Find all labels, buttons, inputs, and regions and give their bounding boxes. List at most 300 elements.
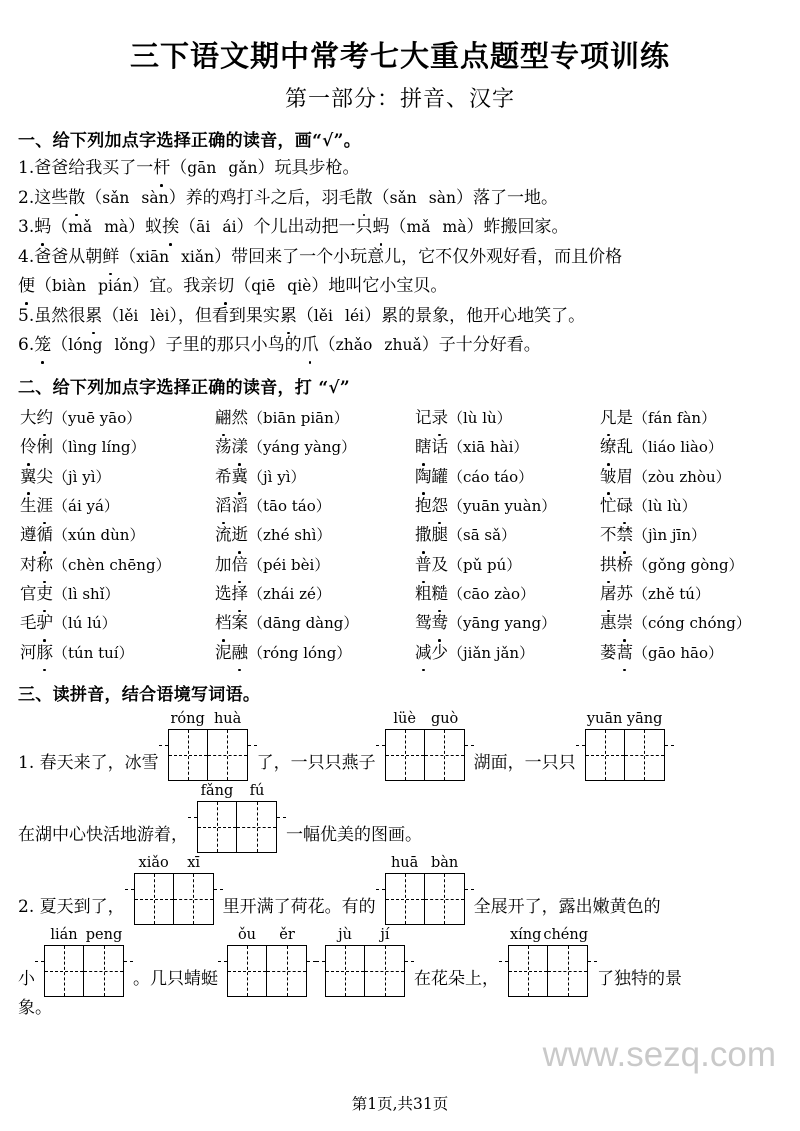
pinyin-hint-row xyxy=(227,927,307,945)
pinyin-hint: ěr xyxy=(279,927,295,944)
writing-line-tail xyxy=(35,961,44,962)
pinyin-hint: fǎng xyxy=(200,783,234,800)
sentence-text: （ xyxy=(51,217,69,238)
pinyin-options: （gāo hāo） xyxy=(633,643,723,662)
word-prefix: 记 xyxy=(415,407,432,427)
tianzige-box[interactable] xyxy=(385,873,465,925)
pinyin-answer-box-group[interactable] xyxy=(385,855,465,925)
dotted-character: 蚂 xyxy=(373,214,390,242)
tianzige-cell[interactable] xyxy=(169,730,208,780)
question-number: 1. xyxy=(18,158,35,179)
tianzige-box[interactable] xyxy=(585,729,665,781)
tianzige-cell[interactable] xyxy=(45,946,84,996)
pinyin-options: （jiǎn jǎn） xyxy=(448,643,535,662)
sentence-text: 了独特的景 xyxy=(597,968,682,989)
dotted-character: 减 xyxy=(415,638,432,667)
pinyin-option: biàn xyxy=(52,277,87,296)
word-prefix: 毛 xyxy=(20,613,37,633)
tianzige-box[interactable] xyxy=(227,945,307,997)
writing-line-tail xyxy=(576,745,585,746)
pinyin-option: sǎn xyxy=(389,188,417,207)
dotted-character: 吏 xyxy=(37,579,54,608)
word-choice-item xyxy=(215,608,415,637)
dotted-character: 凡 xyxy=(600,403,617,432)
writing-line-tail xyxy=(214,889,223,890)
section-1-heading: 一、给下列加点字选择正确的读音，画“√”。 xyxy=(18,131,362,152)
tianzige-cell[interactable] xyxy=(509,946,548,996)
writing-line-tail xyxy=(665,745,674,746)
word-suffix: 眉 xyxy=(616,466,633,486)
word-suffix: 俐 xyxy=(36,437,53,457)
writing-line-tail xyxy=(376,745,385,746)
tianzige-cell[interactable] xyxy=(174,874,213,924)
dotted-character: 糙 xyxy=(432,579,449,608)
tianzige-box[interactable] xyxy=(508,945,588,997)
pinyin-answer-box-group[interactable] xyxy=(134,855,214,925)
word-choice-item xyxy=(20,579,215,608)
word-choice-item xyxy=(415,579,600,608)
dotted-character: 陶 xyxy=(415,462,432,491)
dotted-character: 循 xyxy=(37,520,54,549)
dotted-character: 碌 xyxy=(617,491,634,520)
dotted-character: 崇 xyxy=(617,608,634,637)
dotted-character: 累 xyxy=(280,303,297,331)
dotted-character: 禁 xyxy=(617,520,634,549)
word-prefix: 大 xyxy=(20,407,37,427)
section-2-word-grid xyxy=(0,400,800,667)
dotted-character: 录 xyxy=(432,403,449,432)
sentence-text: （ xyxy=(179,217,197,238)
pinyin-options: （biān piān） xyxy=(248,408,349,427)
word-prefix: 荡 xyxy=(215,437,232,457)
sentence-text: （ xyxy=(389,217,407,238)
pinyin-hint: huà xyxy=(213,711,242,728)
pinyin-option: léi xyxy=(345,306,365,325)
pinyin-option: zhǎo xyxy=(335,336,373,355)
sentence-text: ），但看到果实 xyxy=(169,305,280,326)
word-suffix: 乱 xyxy=(616,437,633,457)
pinyin-options: （péi bèi） xyxy=(248,555,330,574)
dotted-character: 蚂 xyxy=(34,214,51,242)
tianzige-cell[interactable] xyxy=(228,946,267,996)
dotted-character: 豚 xyxy=(37,638,54,667)
pinyin-options: （zhái zé） xyxy=(248,585,331,604)
pinyin-options: （zòu zhòu） xyxy=(633,467,731,486)
writing-line-tail xyxy=(376,889,385,890)
tianzige-cell[interactable] xyxy=(386,874,425,924)
pinyin-hint: ǒu xyxy=(237,927,257,944)
dotted-character: 皱 xyxy=(600,462,617,491)
word-choice-item xyxy=(20,491,215,520)
dotted-character: 鲜 xyxy=(102,244,119,272)
sentence-text: ）养的鸡打斗之后，羽毛 xyxy=(168,187,356,208)
section-3-heading: 三、读拼音，结合语境写词语。 xyxy=(18,685,261,706)
sentence-text: ）落了一地。 xyxy=(455,187,558,208)
sentence-text: （ xyxy=(318,335,336,356)
section-1-question-list xyxy=(0,153,800,360)
pinyin-answer-box-group[interactable] xyxy=(197,783,277,853)
sentence-text: （ xyxy=(102,305,120,326)
pinyin-option: mǎ xyxy=(406,218,431,237)
tianzige-cell[interactable] xyxy=(267,946,306,996)
word-prefix: 泥 xyxy=(215,642,232,662)
word-choice-item xyxy=(215,462,415,491)
question-item xyxy=(18,330,778,360)
word-choice-item xyxy=(20,432,215,461)
pinyin-option: lǒng xyxy=(114,336,149,355)
tianzige-cell[interactable] xyxy=(625,730,664,780)
pinyin-hint: yāng xyxy=(626,711,663,728)
dotted-character: 融 xyxy=(232,638,249,667)
word-choice-item xyxy=(600,550,780,579)
pinyin-options: （zhé shì） xyxy=(248,526,332,545)
pinyin-options: （tún tuí） xyxy=(53,643,134,662)
pinyin-options: （tāo táo） xyxy=(248,497,331,516)
pinyin-answer-box-group[interactable] xyxy=(585,711,665,781)
word-prefix: 抱 xyxy=(415,496,432,516)
pinyin-hint: peng xyxy=(85,927,123,944)
word-prefix: 不 xyxy=(600,525,617,545)
pinyin-options: （jìn jīn） xyxy=(633,526,706,545)
dotted-character: 笼 xyxy=(34,332,51,360)
pinyin-option: qiē xyxy=(251,277,276,296)
word-prefix: 官 xyxy=(20,584,37,604)
dotted-character: 缭 xyxy=(600,432,617,461)
word-choice-item xyxy=(215,638,415,667)
dotted-character: 称 xyxy=(37,550,54,579)
pinyin-hint: yuān xyxy=(586,711,623,728)
pinyin-hint-row xyxy=(385,711,465,729)
pinyin-options: （lù lù） xyxy=(633,497,697,516)
pinyin-options: （sā sǎ） xyxy=(448,526,517,545)
word-choice-item xyxy=(215,520,415,549)
dotted-character: 累 xyxy=(85,303,102,331)
pinyin-hint: guò xyxy=(430,711,459,728)
pinyin-option: gǎn xyxy=(228,159,258,178)
word-choice-item xyxy=(415,491,600,520)
sentence-text: （ xyxy=(170,158,188,179)
dotted-character: 逝 xyxy=(232,520,249,549)
word-suffix: 尖 xyxy=(36,466,53,486)
pinyin-option: sàn xyxy=(428,188,456,207)
tianzige-cell[interactable] xyxy=(386,730,425,780)
page-title: 三下语文期中常考七大重点题型专项训练 xyxy=(129,39,670,73)
sentence-text: ）地叫它小宝贝。 xyxy=(311,276,448,297)
word-prefix: 河 xyxy=(20,642,37,662)
word-prefix: 流 xyxy=(215,525,232,545)
pinyin-option: sàn xyxy=(141,188,169,207)
dotted-character: 普 xyxy=(415,550,432,579)
pinyin-options: （dāng dàng） xyxy=(248,614,359,633)
writing-line-tail xyxy=(124,961,133,962)
sentence-text: ）蚱搬回家。 xyxy=(466,217,569,238)
word-prefix: 忙 xyxy=(600,496,617,516)
pinyin-hint: xíng xyxy=(509,927,542,944)
fill-in-line xyxy=(18,711,784,781)
writing-line-tail xyxy=(188,817,197,818)
pinyin-options: （lù lù） xyxy=(448,408,512,427)
word-prefix: 遵 xyxy=(20,525,37,545)
word-choice-item xyxy=(600,462,780,491)
word-choice-item xyxy=(600,579,780,608)
word-choice-item xyxy=(215,579,415,608)
dotted-character: 伶 xyxy=(20,432,37,461)
sentence-text: ）累的景象，他开心地笑了。 xyxy=(364,305,586,326)
pinyin-hint-row xyxy=(134,855,214,873)
dotted-character: 倍 xyxy=(232,550,249,579)
sentence-text: 一幅优美的图画。 xyxy=(286,824,422,845)
pinyin-hint: chéng xyxy=(543,927,588,944)
dotted-character: 屠 xyxy=(600,579,617,608)
dotted-character: 散 xyxy=(68,185,85,213)
word-choice-item xyxy=(415,608,600,637)
word-prefix: 对 xyxy=(20,554,37,574)
page-subtitle: 第一部分：拼音、汉字 xyxy=(284,87,515,113)
pinyin-answer-box-group[interactable] xyxy=(168,711,248,781)
writing-line-tail xyxy=(277,817,286,818)
word-choice-item xyxy=(20,550,215,579)
sentence-text: 这些 xyxy=(34,187,69,208)
tianzige-box[interactable] xyxy=(325,945,405,997)
writing-line-tail xyxy=(248,745,257,746)
sentence-text: ）玩具步枪。 xyxy=(257,158,360,179)
pinyin-options: （gǒng gòng） xyxy=(633,555,744,574)
pinyin-hint: lüè xyxy=(393,711,416,728)
pinyin-options: （fán fàn） xyxy=(633,408,717,427)
pinyin-option: zhuǎ xyxy=(384,336,422,355)
pinyin-options: （yuān yuàn） xyxy=(448,497,557,516)
tianzige-cell[interactable] xyxy=(84,946,123,996)
pinyin-hint: jí xyxy=(380,927,390,944)
dotted-character: 杆 xyxy=(153,155,170,183)
pinyin-hint: bàn xyxy=(430,855,459,872)
word-choice-item xyxy=(415,520,600,549)
sentence-text: （ xyxy=(119,246,137,267)
pinyin-hint-row xyxy=(385,855,465,873)
pinyin-hint: jù xyxy=(338,927,352,944)
word-prefix: 选 xyxy=(215,584,232,604)
pinyin-option: qiè xyxy=(287,277,312,296)
pinyin-hint: fú xyxy=(249,783,265,800)
word-choice-item xyxy=(20,403,215,432)
word-choice-item xyxy=(215,550,415,579)
dotted-character: 怨 xyxy=(432,491,449,520)
word-prefix: 鸳 xyxy=(415,613,432,633)
sentence-text: 里开满了荷花。有的 xyxy=(222,896,376,917)
pinyin-options: （róng lóng） xyxy=(248,643,352,662)
pinyin-hint-row xyxy=(44,927,124,945)
pinyin-hint: huā xyxy=(390,855,419,872)
tianzige-box[interactable] xyxy=(385,729,465,781)
sentence-text: （ xyxy=(296,305,314,326)
word-suffix: 话 xyxy=(431,437,448,457)
tianzige-cell[interactable] xyxy=(237,802,276,852)
word-prefix: 生 xyxy=(20,496,37,516)
word-suffix: 是 xyxy=(616,407,633,427)
pinyin-option: gān xyxy=(187,159,217,178)
dotted-character: 档 xyxy=(215,608,232,637)
word-choice-item xyxy=(415,550,600,579)
writing-line-tail xyxy=(465,889,474,890)
sentence-text: ）子里的那只小鸟的 xyxy=(148,335,302,356)
pinyin-hint-row xyxy=(168,711,248,729)
word-suffix: 桥 xyxy=(616,554,633,574)
pinyin-option: lěi xyxy=(313,306,334,325)
question-item xyxy=(18,271,778,301)
word-suffix: 然 xyxy=(231,407,248,427)
writing-line-tail xyxy=(159,745,168,746)
pinyin-options: （xún dùn） xyxy=(53,526,145,545)
pinyin-option: lóng xyxy=(68,336,103,355)
dotted-character: 鸯 xyxy=(432,608,449,637)
pinyin-hint: róng xyxy=(170,711,205,728)
sentence-text: （ xyxy=(234,276,252,297)
dotted-character: 便 xyxy=(18,273,35,301)
tianzige-box[interactable] xyxy=(197,801,277,853)
word-prefix: 希 xyxy=(215,466,232,486)
dotted-character: 撒 xyxy=(415,520,432,549)
word-choice-item xyxy=(215,432,415,461)
sentence-text: 爸爸给我买了一 xyxy=(34,158,154,179)
pinyin-options: （yāng yang） xyxy=(448,614,557,633)
pinyin-option: mà xyxy=(104,218,129,237)
tianzige-cell[interactable] xyxy=(586,730,625,780)
dotted-character: 滔 xyxy=(215,491,232,520)
tianzige-cell[interactable] xyxy=(365,946,404,996)
writing-line-tail xyxy=(218,961,227,962)
tianzige-box[interactable] xyxy=(134,873,214,925)
pinyin-hint-row xyxy=(197,783,277,801)
question-number: 4. xyxy=(18,246,35,267)
pinyin-hint-row xyxy=(508,927,588,945)
pinyin-options: （jì yì） xyxy=(248,467,306,486)
fill-in-line xyxy=(18,855,784,925)
pinyin-answer-box-group[interactable] xyxy=(325,927,405,997)
dotted-character: 驴 xyxy=(37,608,54,637)
tianzige-cell[interactable] xyxy=(198,802,237,852)
sentence-text: 全展开了，露出嫩黄色的 xyxy=(473,896,661,917)
fill-in-line xyxy=(18,999,784,1027)
sentence-text: （ xyxy=(51,335,69,356)
pinyin-options: （pǔ pú） xyxy=(448,555,522,574)
pinyin-answer-box-group[interactable] xyxy=(227,927,307,997)
fill-in-line xyxy=(18,783,784,853)
dotted-character: 蒿 xyxy=(617,638,634,667)
sentence-text: 了，一只只燕子 xyxy=(256,752,376,773)
word-suffix: 案 xyxy=(231,613,248,633)
pinyin-options: （cóng chóng） xyxy=(633,614,751,633)
pinyin-hint: xiǎo xyxy=(138,855,169,872)
sentence-text: 小 xyxy=(18,968,35,989)
pinyin-options: （lìng líng） xyxy=(53,438,146,457)
fill-in-line xyxy=(18,927,784,997)
pinyin-answer-box-group[interactable] xyxy=(44,927,124,997)
pinyin-options: （cáo táo） xyxy=(448,467,534,486)
tianzige-box[interactable] xyxy=(168,729,248,781)
word-choice-item xyxy=(20,638,215,667)
word-choice-item xyxy=(415,638,600,667)
pinyin-option: sǎn xyxy=(102,188,130,207)
pinyin-option: lěi xyxy=(119,306,139,325)
sentence-text: 。几只蜻蜓 xyxy=(133,968,218,989)
pinyin-options: （lì shǐ） xyxy=(53,585,120,604)
writing-line-tail xyxy=(588,961,597,962)
tianzige-cell[interactable] xyxy=(548,946,587,996)
tianzige-cell[interactable] xyxy=(208,730,247,780)
word-choice-item xyxy=(600,520,780,549)
word-choice-item xyxy=(600,432,780,461)
word-suffix: 罐 xyxy=(431,466,448,486)
pinyin-option: āi xyxy=(196,218,211,237)
section-3-body xyxy=(0,707,800,1027)
word-prefix: 蒌 xyxy=(600,642,617,662)
pinyin-answer-box-group[interactable] xyxy=(508,927,588,997)
pinyin-options: （liáo liào） xyxy=(633,438,723,457)
pinyin-hint: lián xyxy=(50,927,78,944)
word-prefix: 惠 xyxy=(600,613,617,633)
word-choice-item xyxy=(600,638,780,667)
sentence-text: （ xyxy=(35,276,52,297)
word-suffix: 苏 xyxy=(616,584,633,604)
word-choice-item xyxy=(20,608,215,637)
tianzige-box[interactable] xyxy=(44,945,124,997)
dotted-character: 切 xyxy=(217,273,234,301)
pinyin-option: mǎ xyxy=(68,218,93,237)
dotted-character: 择 xyxy=(232,579,249,608)
writing-line-tail xyxy=(465,745,474,746)
tianzige-cell[interactable] xyxy=(326,946,365,996)
word-choice-item xyxy=(215,403,415,432)
sentence-text: ）蚁 xyxy=(128,217,163,238)
pinyin-option: pián xyxy=(98,277,133,296)
pinyin-options: （yuē yāo） xyxy=(53,408,142,427)
section-2-heading: 二、给下列加点字选择正确的读音，打 “√” xyxy=(18,377,350,398)
writing-line-tail xyxy=(125,889,134,890)
pinyin-hint-row xyxy=(585,711,665,729)
tianzige-cell[interactable] xyxy=(135,874,174,924)
pinyin-answer-box-group[interactable] xyxy=(385,711,465,781)
pinyin-option: mà xyxy=(442,218,467,237)
word-choice-item xyxy=(600,403,780,432)
tianzige-cell[interactable] xyxy=(425,730,464,780)
word-suffix: 少 xyxy=(431,642,448,662)
question-item xyxy=(18,212,778,242)
dotted-character: 翩 xyxy=(215,403,232,432)
writing-line-tail xyxy=(307,961,316,962)
word-suffix: 滔 xyxy=(231,496,248,516)
pinyin-option: lèi xyxy=(150,306,170,325)
pinyin-option: ái xyxy=(222,218,237,237)
word-suffix: 腿 xyxy=(431,525,448,545)
sentence-text: ）个儿出动把一只 xyxy=(236,217,373,238)
dotted-character: 约 xyxy=(37,403,54,432)
dotted-character: 挨 xyxy=(162,214,179,242)
pinyin-option: xiān xyxy=(136,247,170,266)
writing-line-tail xyxy=(499,961,508,962)
pinyin-options: （cāo zào） xyxy=(448,585,536,604)
word-suffix: 及 xyxy=(431,554,448,574)
sentence-text: ）子十分好看。 xyxy=(421,335,541,356)
dotted-character: 瞎 xyxy=(415,432,432,461)
dotted-character: 散 xyxy=(356,185,373,213)
word-prefix: 粗 xyxy=(415,584,432,604)
question-number: 5. xyxy=(18,305,35,326)
word-choice-item xyxy=(415,462,600,491)
sentence-text: 2. 夏天到了， xyxy=(18,896,125,917)
tianzige-cell[interactable] xyxy=(425,874,464,924)
question-number: 3. xyxy=(18,217,35,238)
dotted-character: 漾 xyxy=(232,432,249,461)
